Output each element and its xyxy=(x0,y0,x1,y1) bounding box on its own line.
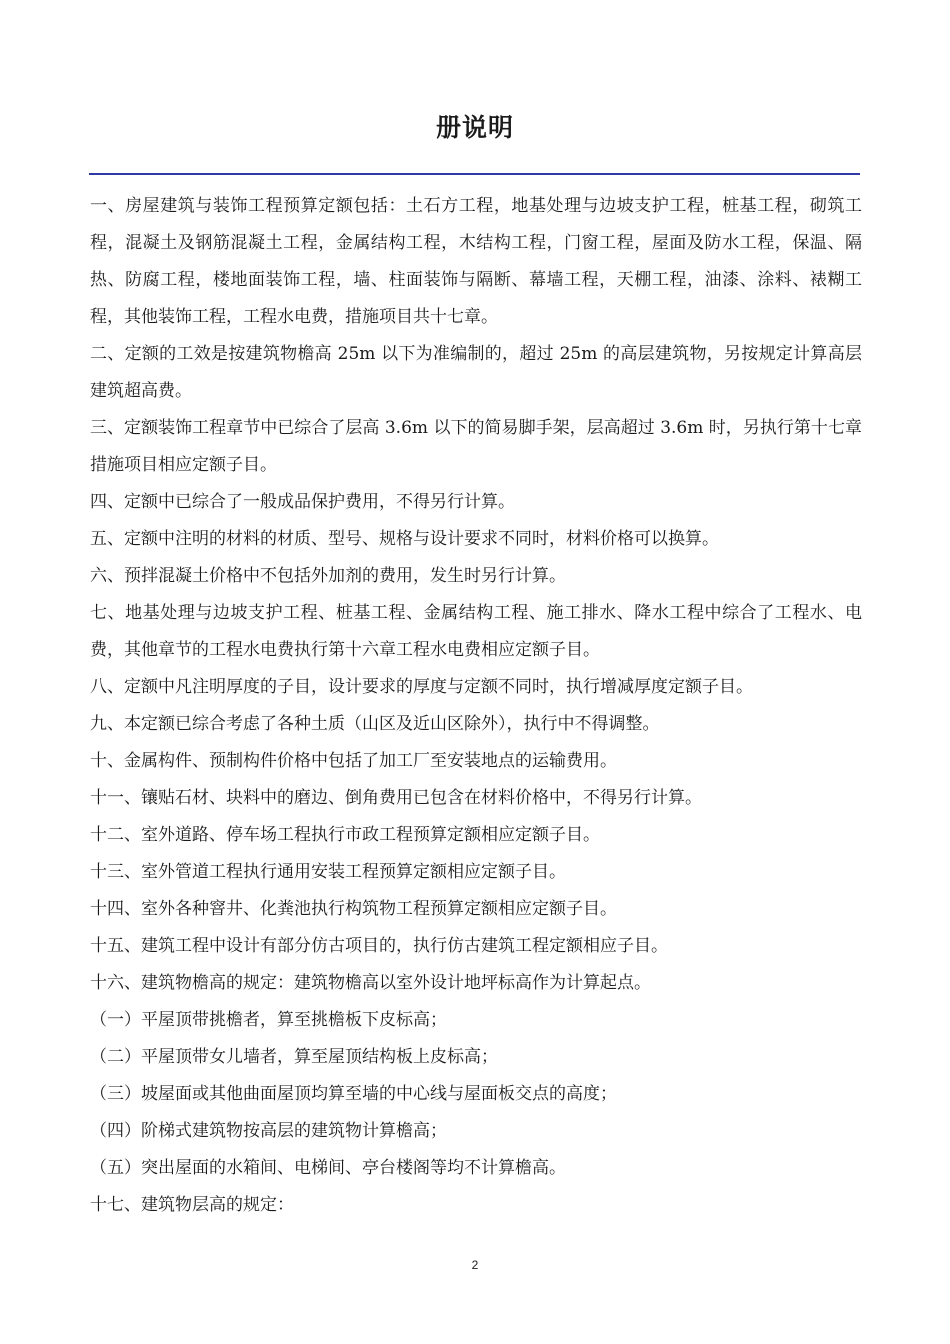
paragraph-7: 七、地基处理与边坡支护工程、桩基工程、金属结构工程、施工排水、降水工程中综合了工程水、电费，其他章节的工程水电费执行第十六章工程水电费相应定额子目。 xyxy=(90,603,862,660)
paragraph-13: 十三、室外管道工程执行通用安装工程预算定额相应定额子目。 xyxy=(90,862,566,882)
paragraph-2: 二、定额的工效是按建筑物檐高 25m 以下为准编制的，超过 25m 的高层建筑物，另按规定计算高层建筑超高费。 xyxy=(90,344,862,401)
paragraph-15: 十五、建筑工程中设计有部分仿古项目的，执行仿古建筑工程定额相应子目。 xyxy=(90,936,668,956)
paragraph-1: 一、房屋建筑与装饰工程预算定额包括：土石方工程，地基处理与边坡支护工程，桩基工程，砌筑工程，混凝土及钢筋混凝土工程，金属结构工程，木结构工程，门窗工程，屋面及防水工程，保温、隔热、防腐工程，楼地面装饰工程，墙、柱面装饰与隔断、幕墙工程，天棚工程，油漆、涂料、裱糊工程，其他装饰工程，工程水电费，措施项目共十七章。 xyxy=(90,196,862,327)
sub-item-2: （二）平屋顶带女儿墙者，算至屋顶结构板上皮标高； xyxy=(90,1047,498,1067)
page-title: 册说明 xyxy=(435,113,514,142)
paragraph-12: 十二、室外道路、停车场工程执行市政工程预算定额相应定额子目。 xyxy=(90,825,600,845)
document-body xyxy=(90,188,862,1224)
paragraph-14: 十四、室外各种窨井、化粪池执行构筑物工程预算定额相应定额子目。 xyxy=(90,899,617,919)
paragraph-11: 十一、镶贴石材、块料中的磨边、倒角费用已包含在材料价格中，不得另行计算。 xyxy=(90,788,702,808)
sub-item-1: （一）平屋顶带挑檐者，算至挑檐板下皮标高； xyxy=(90,1010,447,1030)
paragraph-8: 八、定额中凡注明厚度的子目，设计要求的厚度与定额不同时，执行增减厚度定额子目。 xyxy=(90,677,753,697)
sub-item-4: （四）阶梯式建筑物按高层的建筑物计算檐高； xyxy=(90,1121,447,1141)
paragraph-16: 十六、建筑物檐高的规定：建筑物檐高以室外设计地坪标高作为计算起点。 xyxy=(90,973,651,993)
paragraph-4: 四、定额中已综合了一般成品保护费用，不得另行计算。 xyxy=(90,492,515,512)
sub-item-5: （五）突出屋面的水箱间、电梯间、亭台楼阁等均不计算檐高。 xyxy=(90,1158,566,1178)
page-number: 2 xyxy=(471,1258,479,1272)
paragraph-6: 六、预拌混凝土价格中不包括外加剂的费用，发生时另行计算。 xyxy=(90,566,566,586)
paragraph-5: 五、定额中注明的材料的材质、型号、规格与设计要求不同时，材料价格可以换算。 xyxy=(90,529,719,549)
paragraph-9: 九、本定额已综合考虑了各种土质（山区及近山区除外），执行中不得调整。 xyxy=(90,714,660,734)
sub-item-3: （三）坡屋面或其他曲面屋顶均算至墙的中心线与屋面板交点的高度； xyxy=(90,1084,617,1104)
title-divider xyxy=(89,173,860,175)
paragraph-3: 三、定额装饰工程章节中已综合了层高 3.6m 以下的简易脚手架，层高超过 3.6m 时，另执行第十七章措施项目相应定额子目。 xyxy=(90,418,862,475)
paragraph-10: 十、金属构件、预制构件价格中包括了加工厂至安装地点的运输费用。 xyxy=(90,751,617,771)
paragraph-17: 十七、建筑物层高的规定： xyxy=(90,1195,294,1215)
